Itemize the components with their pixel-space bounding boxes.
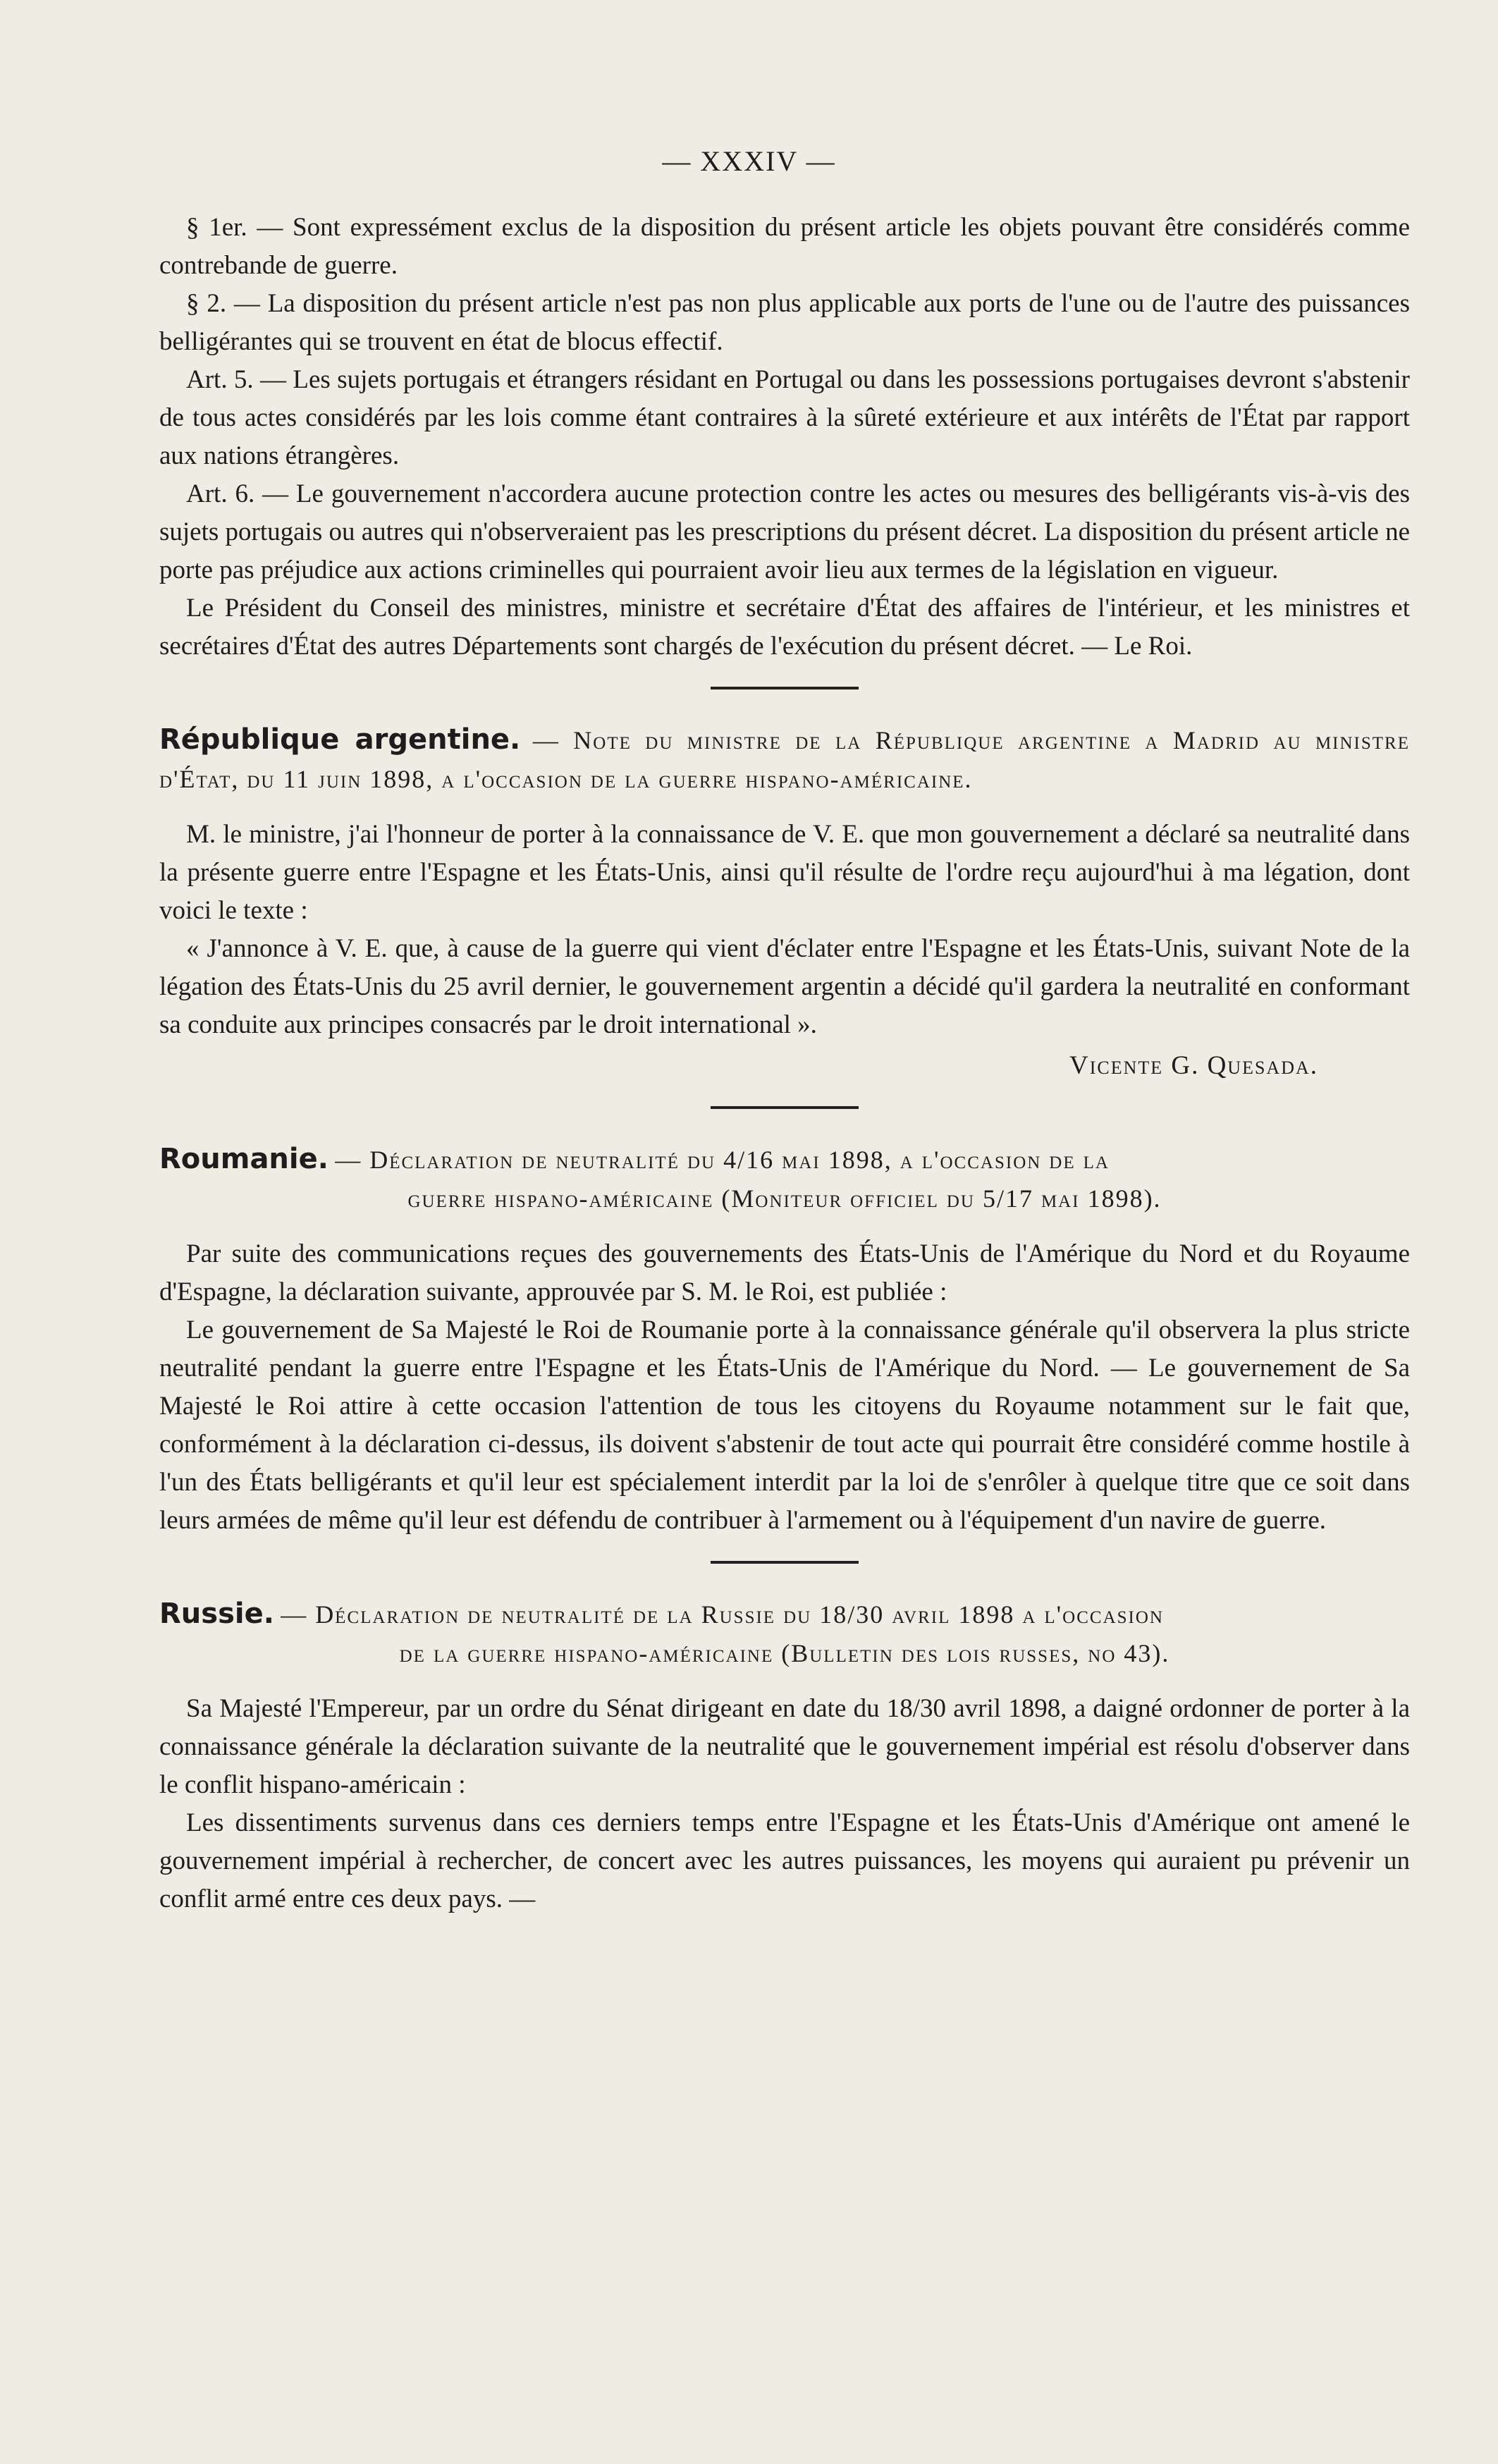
russia-paragraph-2: Les dissentiments survenus dans ces derniers temps entre l'Espagne et les États-Unis d'Amérique ont amené le gouvernement impérial à rechercher, de concert avec les autres puissances, les moyens qui auraient pu prévenir un conflit armé entre ces deux pays. —	[159, 1808, 1410, 1913]
paragraph-1: § 1er. — Sont expressément exclus de la disposition du présent article les objets pouvant être considérés comme contrebande de guerre.	[159, 213, 1410, 280]
russia-title: Russie.	[159, 1598, 274, 1630]
argentina-title: République argentine.	[159, 723, 521, 756]
article-5: Art. 5. — Les sujets portugais et étrangers résidant en Portugal ou dans les possessions portugaises devront s'abstenir de tous actes considérés par les lois comme étant contraires à la sûreté extérieure et aux intérêts de l'État par rapport aux nations étrangères.	[159, 365, 1410, 470]
section-divider	[711, 1561, 859, 1564]
argentina-paragraph-2: « J'annonce à V. E. que, à cause de la guerre qui vient d'éclater entre l'Espagne et les États-Unis, suivant Note de la légation des États-Unis du 25 avril dernier, le gouvernement argentin a décidé qu'il gardera la neutralité en conformant sa conduite aux principes consacrés par le droit international ».	[159, 934, 1410, 1039]
argentina-heading	[159, 721, 1410, 799]
main-column	[159, 209, 1410, 1918]
russia-paragraph-1: Sa Majesté l'Empereur, par un ordre du Sénat dirigeant en date du 18/30 avril 1898, a daigné ordonner de porter à la connaissance générale la déclaration suivante de la neutralité que le gouvernement impérial est résolu d'observer dans le conflit hispano-américain :	[159, 1694, 1410, 1799]
romania-subtitle-line-1: — Déclaration de neutralité du 4/16 mai 1898, a l'occasion de la	[335, 1146, 1110, 1174]
romania-paragraph-2: Le gouvernement de Sa Majesté le Roi de Roumanie porte à la connaissance générale qu'il observera la plus stricte neutralité pendant la guerre entre l'Espagne et les États-Unis de l'Amérique du Nord. — Le gouvernement de Sa Majesté le Roi attire à cette occasion l'attention de tous les citoyens du Royaume notamment sur le fait que, conformément à la déclaration ci-dessus, ils doivent s'abstenir de tout acte qui pourrait être considéré comme hostile à l'un des États belligérants et qu'il leur est spécialement interdit par la loi de s'enrôler à quelque titre que ce soit dans leurs armées de même qu'il leur est défendu de contribuer à l'armement ou à l'équipement d'un navire de guerre.	[159, 1316, 1410, 1535]
russia-subtitle-text: de la guerre hispano-américaine (Bulletin des lois russes, no 43).	[399, 1639, 1170, 1667]
article-6: Art. 6. — Le gouvernement n'accordera aucune protection contre les actes ou mesures des belligérants vis-à-vis des sujets portugais ou autres qui n'observeraient pas les prescriptions du présent décret. La disposition du présent article ne porte pas préjudice aux actions criminelles qui pourraient avoir lieu aux termes de la législation en vigueur.	[159, 479, 1410, 584]
russia-subtitle-line-2	[159, 1634, 1410, 1673]
russia-heading	[159, 1595, 1410, 1634]
paragraph-2: § 2. — La disposition du présent article n'est pas non plus applicable aux ports de l'une ou de l'autre des puissances belligérantes qui se trouvent en état de blocus effectif.	[159, 289, 1410, 356]
romania-subtitle-line-2	[159, 1179, 1410, 1218]
section-divider	[711, 687, 859, 689]
romania-subtitle-text: guerre hispano-américaine (Moniteur officiel du 5/17 mai 1898).	[407, 1184, 1162, 1213]
page-number: — XXXIV —	[662, 145, 836, 177]
russia-subtitle-line-1: — Déclaration de neutralité de la Russie du 18/30 avril 1898 a l'occasion	[281, 1600, 1164, 1629]
romania-title: Roumanie.	[159, 1143, 329, 1175]
closing-paragraph: Le Président du Conseil des ministres, ministre et secrétaire d'État des affaires de l'intérieur, et les ministres et secrétaires d'État des autres Départements sont chargés de l'exécution du présent décret. — Le Roi.	[159, 594, 1410, 661]
argentina-subtitle: — Note du ministre de la République argentine a Madrid au ministre d'État, du 11 juin 1898, a l'occasion de la guerre hispano-américaine.	[159, 726, 1410, 793]
romania-heading	[159, 1140, 1410, 1179]
romania-paragraph-1: Par suite des communications reçues des gouvernements des États-Unis de l'Amérique du Nord et du Royaume d'Espagne, la déclaration suivante, approuvée par S. M. le Roi, est publiée :	[159, 1239, 1410, 1306]
signature: Vicente G. Quesada.	[1069, 1051, 1318, 1080]
argentina-paragraph-1: M. le ministre, j'ai l'honneur de porter à la connaissance de V. E. que mon gouvernement a déclaré sa neutralité dans la présente guerre entre l'Espagne et les États-Unis, ainsi qu'il résulte de l'ordre reçu aujourd'hui à ma légation, dont voici le texte :	[159, 820, 1410, 925]
section-divider	[711, 1106, 859, 1109]
